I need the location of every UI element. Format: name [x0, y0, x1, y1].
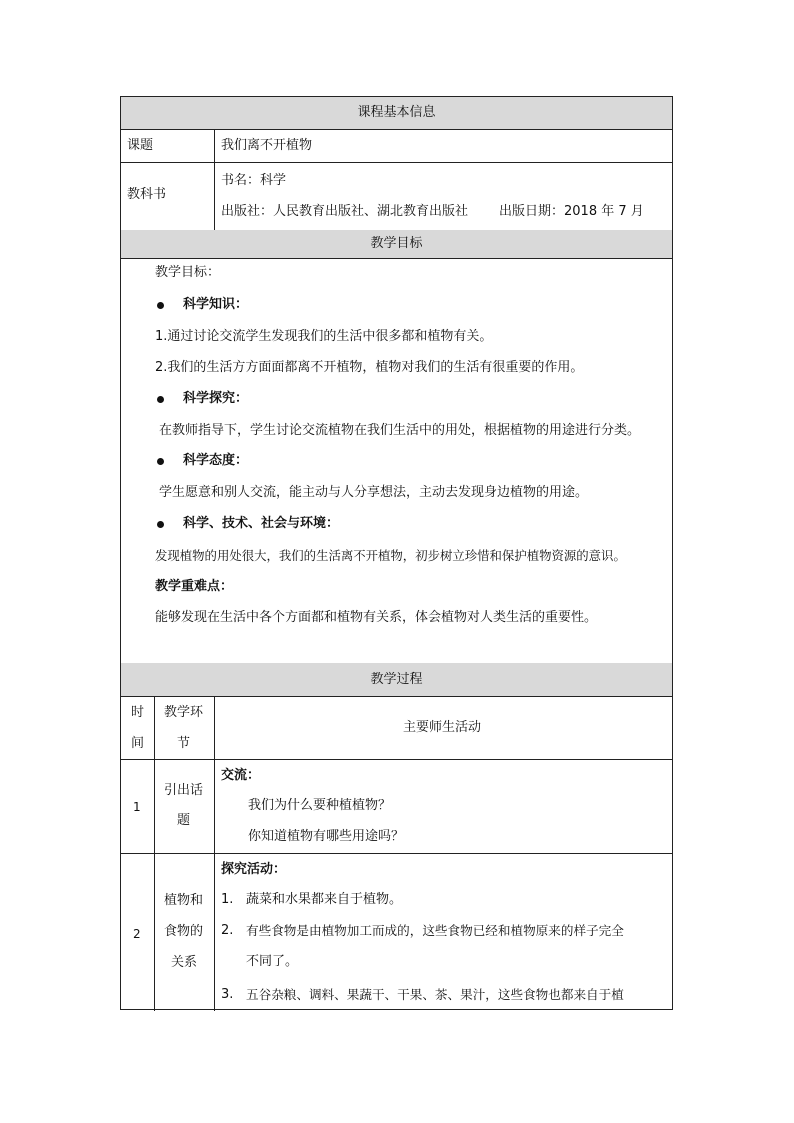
basic-info-header-text: 课程基本信息	[357, 105, 436, 120]
knowledge-title: 科学知识：	[183, 297, 249, 312]
row-2-item-2-continued: 不同了。	[246, 954, 299, 969]
bullet-icon	[157, 396, 164, 403]
key-points-text: 能够发现在生活中各个方面都和植物有关系，体会植物对人类生活的重要性。	[155, 610, 598, 625]
row-2-number: 2	[133, 927, 141, 941]
row-2-item-1-number: 1.	[221, 892, 234, 907]
bullet-icon	[157, 302, 164, 309]
row-1-activity-line-2: 你知道植物有哪些用途吗？	[248, 829, 405, 844]
process-header	[121, 663, 672, 696]
topic-value: 我们离不开植物	[221, 138, 313, 153]
goals-intro: 教学目标：	[155, 265, 221, 280]
row-2-item-2-text: 有些食物是由植物加工而成的，这些食物已经和植物原来的样子完全	[246, 923, 624, 938]
row-1-activity-line-1: 我们为什么要种植植物？	[248, 798, 392, 813]
col-step-line-1: 教学环	[164, 705, 204, 720]
basic-info-header	[121, 97, 672, 129]
bullet-icon	[157, 521, 164, 528]
row-2-item-2-number: 2.	[221, 923, 234, 938]
bullet-icon	[157, 458, 164, 465]
goals-header	[121, 230, 672, 258]
sts-text: 发现植物的用处很大，我们的生活离不开植物，初步树立珍惜和保护植物资源的意识。	[155, 548, 626, 563]
row-1-step-line-2: 题	[177, 813, 191, 828]
knowledge-item-1: 1.通过讨论交流学生发现我们的生活中很多都和植物有关。	[155, 329, 493, 344]
row-2-activity-title: 探究活动：	[221, 862, 287, 877]
key-points-title: 教学重难点：	[155, 579, 234, 594]
book-name: 书名：科学	[221, 173, 287, 188]
goals-header-text: 教学目标	[370, 236, 423, 251]
attitude-text: 学生愿意和别人交流，能主动与人分享想法，主动去发现身边植物的用途。	[159, 485, 589, 500]
knowledge-item-2: 2.我们的生活方方面面都离不开植物，植物对我们的生活有很重要的作用。	[155, 360, 584, 375]
lesson-plan-table	[120, 96, 673, 1010]
row-1-activity-title: 交流：	[221, 768, 261, 783]
process-header-text: 教学过程	[370, 672, 423, 687]
publisher: 出版社：人民教育出版社、湖北教育出版社	[221, 204, 469, 219]
row-1-step-line-1: 引出话	[164, 783, 204, 798]
row-2-item-3-number: 3.	[221, 987, 234, 1002]
row-2-item-3-text: 五谷杂粮、调料、果蔬干、干果、茶、果汁，这些食物也都来自于植	[246, 987, 624, 1002]
col-time-line-2: 间	[131, 736, 145, 751]
col-step-line-2: 节	[177, 736, 191, 751]
sts-title: 科学、技术、社会与环境：	[183, 516, 340, 531]
col-time-line-1: 时	[131, 705, 145, 720]
col-activity: 主要师生活动	[403, 720, 482, 735]
row-2-step-line-2: 食物的	[164, 924, 204, 939]
row-1-number: 1	[133, 800, 141, 814]
row-2-item-1-text: 蔬菜和水果都来自于植物。	[246, 892, 403, 907]
row-2-step-line-3: 关系	[171, 955, 198, 970]
inquiry-text: 在教师指导下，学生讨论交流植物在我们生活中的用处，根据植物的用途进行分类。	[159, 423, 641, 438]
attitude-title: 科学态度：	[183, 453, 249, 468]
inquiry-title: 科学探究：	[183, 391, 249, 406]
topic-label: 课题	[127, 138, 154, 153]
textbook-label: 教科书	[127, 187, 167, 202]
row-2-step-line-1: 植物和	[164, 893, 204, 908]
publish-date: 出版日期：2018 年 7 月	[499, 204, 644, 219]
